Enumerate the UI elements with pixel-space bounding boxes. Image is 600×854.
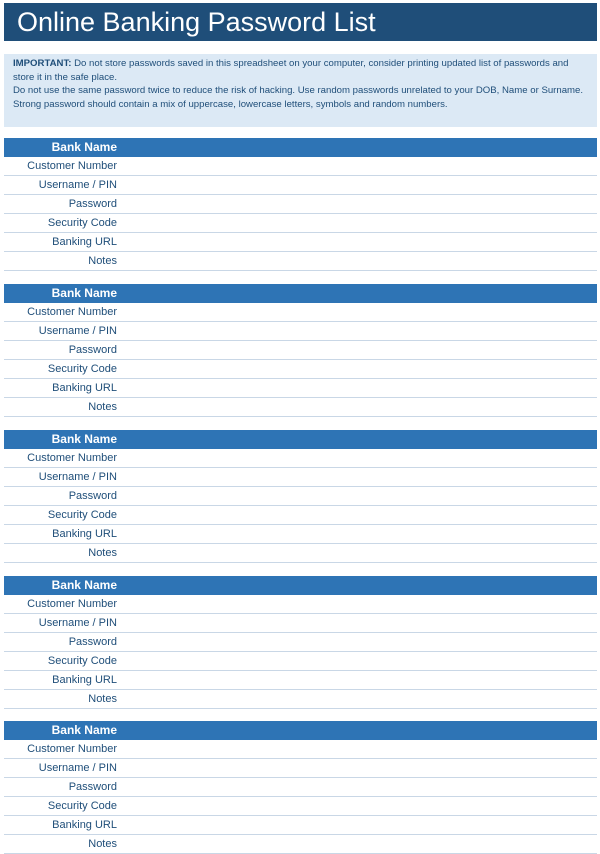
bank-name-label: Bank Name [51,578,117,592]
field-label: Password [68,490,117,502]
field-row [4,468,597,487]
field-value-cell[interactable] [117,778,597,796]
field-row [4,525,597,544]
field-row [4,506,597,525]
field-row [4,341,597,360]
field-row [4,652,597,671]
field-row [4,398,597,417]
field-label: Username / PIN [38,179,117,191]
field-row [4,252,597,271]
bank-name-value-cell[interactable] [117,138,597,157]
field-label: Customer Number [27,306,117,318]
field-value-cell[interactable] [117,797,597,815]
field-value-cell[interactable] [117,322,597,340]
field-value-cell[interactable] [117,690,597,708]
field-value-cell[interactable] [117,360,597,378]
field-value-cell[interactable] [117,341,597,359]
field-value-cell[interactable] [117,214,597,232]
field-row [4,157,597,176]
field-label: Banking URL [52,236,117,248]
field-row [4,544,597,563]
bank-entry-block [4,138,597,271]
field-label: Security Code [47,655,117,667]
bank-name-header [4,576,597,595]
bank-entry-block [4,721,597,854]
field-value-cell[interactable] [117,176,597,194]
notice-paragraph-1 [13,57,588,84]
field-row [4,449,597,468]
field-label: Customer Number [27,160,117,172]
field-row [4,690,597,709]
field-value-cell[interactable] [117,835,597,853]
field-value-cell[interactable] [117,449,597,467]
field-value-cell[interactable] [117,468,597,486]
bank-name-label: Bank Name [51,140,117,154]
field-label: Username / PIN [38,325,117,337]
field-row [4,816,597,835]
bank-name-label: Bank Name [51,286,117,300]
field-label: Banking URL [52,674,117,686]
field-value-cell[interactable] [117,740,597,758]
field-row [4,614,597,633]
page-title: Online Banking Password List [4,3,597,41]
field-value-cell[interactable] [117,487,597,505]
field-row [4,360,597,379]
field-label: Security Code [47,800,117,812]
notice-line-1: Do not store passwords saved in this spreadsheet on your computer, consider printing updated list of passwords and store it in the safe place. [13,58,569,83]
bank-entry-block [4,576,597,709]
bank-name-label: Bank Name [51,723,117,737]
field-label: Notes [88,693,117,705]
field-value-cell[interactable] [117,595,597,613]
important-label: IMPORTANT: [13,58,72,69]
field-label: Username / PIN [38,762,117,774]
field-label: Security Code [47,217,117,229]
field-value-cell[interactable] [117,816,597,834]
field-value-cell[interactable] [117,233,597,251]
field-value-cell[interactable] [117,671,597,689]
field-label: Username / PIN [38,471,117,483]
bank-name-label: Bank Name [51,432,117,446]
field-row [4,176,597,195]
field-value-cell[interactable] [117,252,597,270]
bank-entry-block [4,430,597,563]
field-label: Customer Number [27,598,117,610]
field-label: Password [68,781,117,793]
field-label: Banking URL [52,528,117,540]
field-row [4,322,597,341]
field-label: Banking URL [52,382,117,394]
bank-name-value-cell[interactable] [117,430,597,449]
bank-name-value-cell[interactable] [117,284,597,303]
field-value-cell[interactable] [117,379,597,397]
field-label: Customer Number [27,743,117,755]
field-row [4,595,597,614]
field-row [4,487,597,506]
field-row [4,303,597,322]
field-row [4,671,597,690]
field-label: Security Code [47,509,117,521]
field-row [4,835,597,854]
field-row [4,379,597,398]
field-label: Username / PIN [38,617,117,629]
field-value-cell[interactable] [117,195,597,213]
bank-name-header [4,138,597,157]
bank-name-value-cell[interactable] [117,721,597,740]
bank-name-header [4,284,597,303]
field-row [4,740,597,759]
field-value-cell[interactable] [117,652,597,670]
field-label: Password [68,636,117,648]
field-row [4,759,597,778]
field-label: Banking URL [52,819,117,831]
field-value-cell[interactable] [117,614,597,632]
field-label: Notes [88,838,117,850]
bank-name-value-cell[interactable] [117,576,597,595]
field-label: Notes [88,547,117,559]
bank-name-header [4,721,597,740]
notice-paragraph-2: Do not use the same password twice to reduce the risk of hacking. Use random passwords unrelated to your DOB, Name or Surname. Strong password should contain a mix of uppercase, lowercase letters, symbols and random numbers. [13,85,584,110]
field-value-cell[interactable] [117,525,597,543]
field-value-cell[interactable] [117,633,597,651]
field-value-cell[interactable] [117,303,597,321]
field-value-cell[interactable] [117,506,597,524]
field-label: Password [68,198,117,210]
field-value-cell[interactable] [117,157,597,175]
field-label: Notes [88,401,117,413]
field-row [4,195,597,214]
field-label: Password [68,344,117,356]
bank-entry-block [4,284,597,417]
field-row [4,633,597,652]
field-value-cell[interactable] [117,398,597,416]
field-row [4,778,597,797]
field-value-cell[interactable] [117,544,597,562]
field-value-cell[interactable] [117,759,597,777]
bank-name-header [4,430,597,449]
field-label: Customer Number [27,452,117,464]
field-row [4,233,597,252]
field-label: Notes [88,255,117,267]
field-label: Security Code [47,363,117,375]
field-row [4,797,597,816]
important-notice [4,54,597,127]
field-row [4,214,597,233]
